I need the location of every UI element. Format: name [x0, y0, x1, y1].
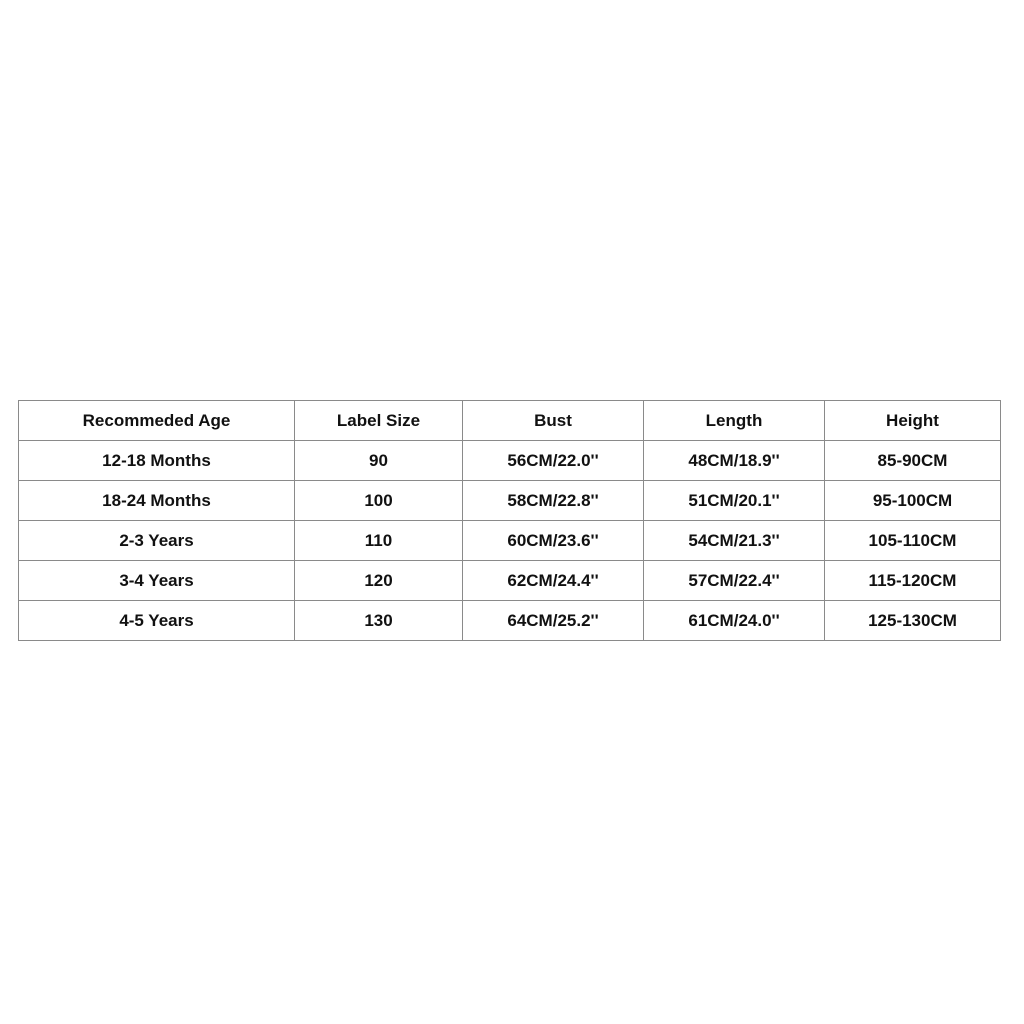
table-row	[19, 561, 1001, 601]
cell-height: 95-100CM	[825, 481, 1001, 521]
cell-label-size: 90	[295, 441, 463, 481]
cell-age: 3-4 Years	[19, 561, 295, 601]
cell-bust: 62CM/24.4''	[463, 561, 644, 601]
cell-length: 57CM/22.4''	[644, 561, 825, 601]
cell-length: 61CM/24.0''	[644, 601, 825, 641]
cell-height: 105-110CM	[825, 521, 1001, 561]
table-row	[19, 601, 1001, 641]
header-length: Length	[644, 401, 825, 441]
header-label-size: Label Size	[295, 401, 463, 441]
cell-height: 125-130CM	[825, 601, 1001, 641]
cell-length: 54CM/21.3''	[644, 521, 825, 561]
cell-length: 48CM/18.9''	[644, 441, 825, 481]
cell-label-size: 120	[295, 561, 463, 601]
header-height: Height	[825, 401, 1001, 441]
cell-bust: 56CM/22.0''	[463, 441, 644, 481]
cell-label-size: 100	[295, 481, 463, 521]
size-chart-table	[18, 400, 1001, 641]
header-bust: Bust	[463, 401, 644, 441]
header-recommended-age: Recommeded Age	[19, 401, 295, 441]
cell-age: 18-24 Months	[19, 481, 295, 521]
table-row	[19, 521, 1001, 561]
cell-age: 4-5 Years	[19, 601, 295, 641]
cell-bust: 58CM/22.8''	[463, 481, 644, 521]
table-row	[19, 481, 1001, 521]
cell-bust: 64CM/25.2''	[463, 601, 644, 641]
cell-label-size: 130	[295, 601, 463, 641]
cell-length: 51CM/20.1''	[644, 481, 825, 521]
cell-height: 85-90CM	[825, 441, 1001, 481]
table-row	[19, 441, 1001, 481]
cell-height: 115-120CM	[825, 561, 1001, 601]
cell-label-size: 110	[295, 521, 463, 561]
cell-age: 2-3 Years	[19, 521, 295, 561]
cell-age: 12-18 Months	[19, 441, 295, 481]
cell-bust: 60CM/23.6''	[463, 521, 644, 561]
table-header-row	[19, 401, 1001, 441]
